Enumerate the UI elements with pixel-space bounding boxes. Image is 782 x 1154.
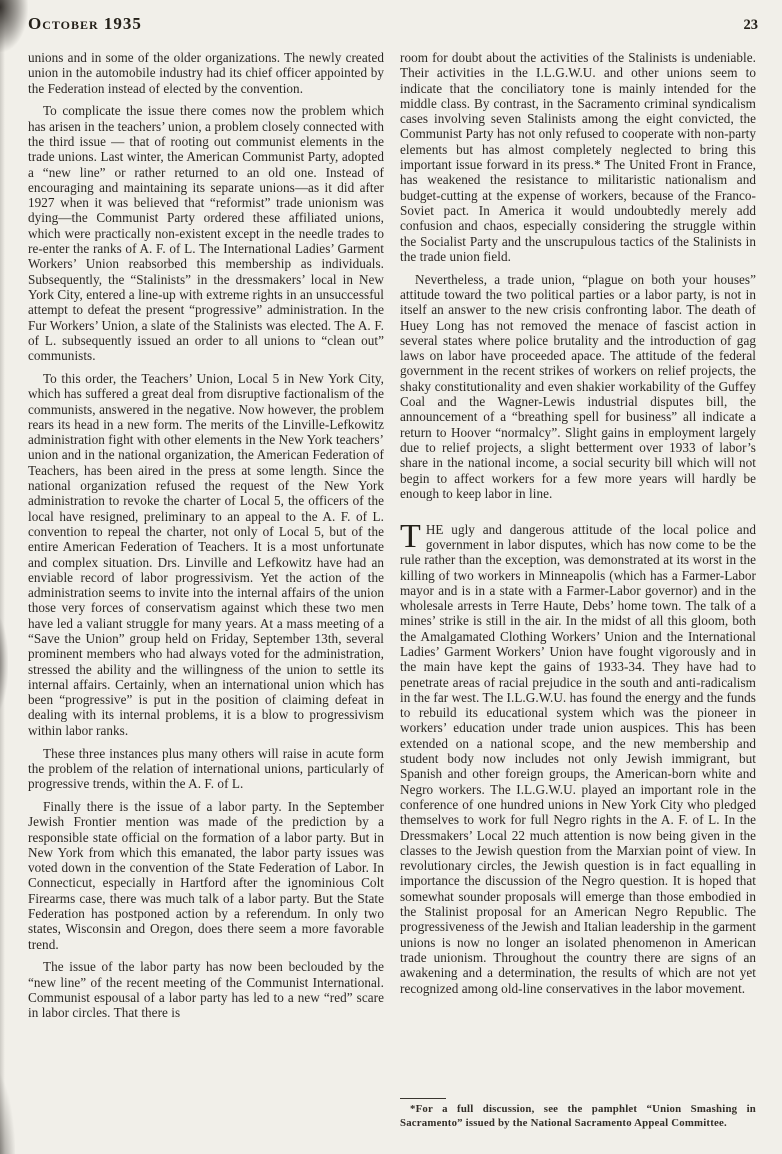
paragraph: These three instances plus many others will raise in acute form the problem of the relation of international unions, particularly of progressive trends, within the A. F. of L. [28, 745, 384, 792]
scan-artifact-top-left [0, 0, 28, 52]
scan-artifact-bottom-left [0, 1074, 15, 1154]
dropcap-letter: T [400, 517, 421, 555]
footnote-rule [400, 1098, 446, 1099]
page-header [28, 14, 758, 34]
page-number: 23 [743, 17, 758, 33]
issue-date: October 1935 [28, 14, 142, 33]
footnote-text: *For a full discussion, see the pamphlet “Union Smashing in Sacramento” issued by the National Sacramento Appeal Committee. [400, 1103, 756, 1129]
two-column-body [28, 50, 756, 1136]
paragraph: To this order, the Teachers’ Union, Local 5 in New York City, which has suffered a great deal from disruptive factionalism of the communists, answered in the negative. Now however, the problem rears its head in a new form. The merits of the Linville-Lefkowitz administration fight with other elements in the New York teachers’ union and in the national organization, the American Federation of Teachers, has been aired in the press at some length. Since the national organization refused the request of the New York administration to revoke the charter of Local 5, the officers of the local have resigned, preliminary to an appeal to the A. F. of L. convention to repeal the charter, not only of Local 5, but of the entire American Federation of Teachers. It is a most unfortunate and complex situation. Drs. Linville and Lefkowitz have had an enviable record of labor progressivism. Yet the action of the administration seems to invite into the internal affairs of the union those very forces of conservatism against which these two men have led a valiant struggle for many years. At a mass meeting of a “Save the Union” group held on Friday, September 13th, several prominent members who had always voted for the administration, stressed the ability and the willingness of the union to settle its internal affairs. Certainly, when an international union which has been “progressive” is put in the position of claiming defeat in dealing with its internal problems, it is a blow to progressivism within labor ranks. [28, 370, 384, 738]
scan-artifact-left-edge [0, 616, 8, 711]
paragraph: unions and in some of the older organizations. The newly created union in the automobile industry had its chief officer appointed by the Federation instead of elected by the convention. [28, 50, 384, 96]
paragraph: Nevertheless, a trade union, “plague on both your houses” attitude toward the two political parties or a labor party, is not in itself an answer to the new crisis confronting labor. The death of Huey Long has not removed the menace of fascist action in several states where police brutality and the introduction of gag laws on labor have proceeded apace. The attitude of the federal government in the recent strikes of workers on relief projects, the shaky constitutionality and even shakier workability of the Guffey Coal and the Wagner-Lewis industrial disputes bill, the announcement of a “breathing spell for business” all indicate a return to Hoover “normalcy”. Slight gains in employment largely due to relief projects, a slight betterment over 1933 of labor’s share in the national income, a social security bill which will not begin to affect workers for a few more years will hardly be enough to keep labor in line. [400, 271, 756, 501]
footnote [400, 1098, 756, 1136]
paragraph: The issue of the labor party has now been beclouded by the “new line” of the recent meeting of the Communist International. Communist espousal of a labor party has led to a new “red” scare in labor circles. That there is [28, 959, 384, 1021]
paragraph: Finally there is the issue of a labor party. In the September Jewish Frontier mention was made of the prediction by a responsible state official on the formation of a labor party. But in New York from which this emanated, the labor party issues was voted down in the convention of the State Federation of Labor. In Connecticut, especially in Hartford after the ignominious Colt Firearms case, there was much talk of a labor party. But the State Federation has postponed action by a referendum. In only two states, Wisconsin and Oregon, does there seem a more favorable trend. [28, 798, 384, 952]
right-column [400, 50, 756, 1136]
dropcap-paragraph-text: HE ugly and dangerous attitude of the local police and government in labor disputes, which has now come to be the rule rather than the exception, was demonstrated at its worst in the killing of two workers in Minneapolis (which has a Farmer-Labor mayor and is in a state with a Farmer-Labor governor) and in the wholesale arrests in Terre Haute, Debs’ home town. The talk of a mines’ strike is still in the air. In the midst of all this gloom, both the Amalgamated Clothing Workers’ Union and the International Ladies’ Garment Workers’ Union have fought vigorously and in the main have kept the gains of 1933-34. They have had to penetrate areas of racial prejudice in the south and anti-radicalism in the far west. The I.L.G.W.U. has found the energy and the funds to rebuild its educational system which was the pioneer in workers’ education under trade union auspices. This has been extended on a national scope, and the new membership and student body now includes not only Jewish immigrant, but Spanish and other foreign groups, the American-born white and Negro workers. The I.L.G.W.U. played an important role in the conference of one hundred unions in New York City who pledged themselves to work for full Negro rights in the A. F. of L. In the Dressmakers’ Local 22 much attention is now being given in the classes to the Jewish question from the Marxian point of view. In revolutionary circles, the Jewish question is in fact equalling in importance the discussion of the Negro question. It is hoped that somewhat sounder proposals will emerge than those embodied in the Stalinist proposal for an American Negro Republic. The progressiveness of the Jewish and Italian leadership in the garment unions is now no longer an isolated phenomenon in American trade unionism. Throughout the country there are signs of an awakening and a determination, the results of which are not yet recognized among old-line conservatives in the labor movement. [400, 521, 757, 996]
paragraph: To complicate the issue there comes now the problem which has arisen in the teachers’ union, a problem closely connected with the third issue — that of rooting out communist elements in the trade unions. Last winter, the American Communist Party, adopted a “new line” or rather returned to an old one. Instead of encouraging and maintaining its separate unions—as it did after 1927 when it was believed that “reformist” trade unionism was dying—the Communist Party ordered these affiliated unions, which were practically non-existent except in the needle trades to re-enter the ranks of A. F. of L. The International Ladies’ Garment Workers’ Union reabsorbed this membership as individuals. Subsequently, the “Stalinists” in the dressmakers’ local in New York City, entered a line-up with extreme rights in an unsuccessful attempt to defeat the present “progressive” administration. In the Fur Workers’ Union, a slate of the Stalinists was elected. The A. F. of L. subsequently issued an order to all unions to “clean out” communists. [28, 103, 384, 364]
dropcap-paragraph [400, 517, 757, 996]
paragraph: room for doubt about the activities of the Stalinists is undeniable. Their activities in the I.L.G.W.U. and other unions seem to indicate that the conciliatory tone is mainly intended for the middle class. By contrast, in the Sacramento criminal syndicalism cases involving seven Stalinists among the eight convicted, the Communist Party has not only refused to cooperate with non-party elements but has almost completely neglected to bring this important issue forward in its press.* The United Front in France, has weakened the resistance to militaristic nationalism and budget-cutting at the expense of workers, because of the Franco-Soviet pact. In America it would undoubtedly merely add confusion and chaos, especially considering the struggle within the Socialist Party and the unscrupulous tactics of the Stalinists in the trade union field. [400, 50, 756, 264]
scan-edge-shadow [0, 0, 5, 1154]
left-column [28, 50, 384, 1136]
